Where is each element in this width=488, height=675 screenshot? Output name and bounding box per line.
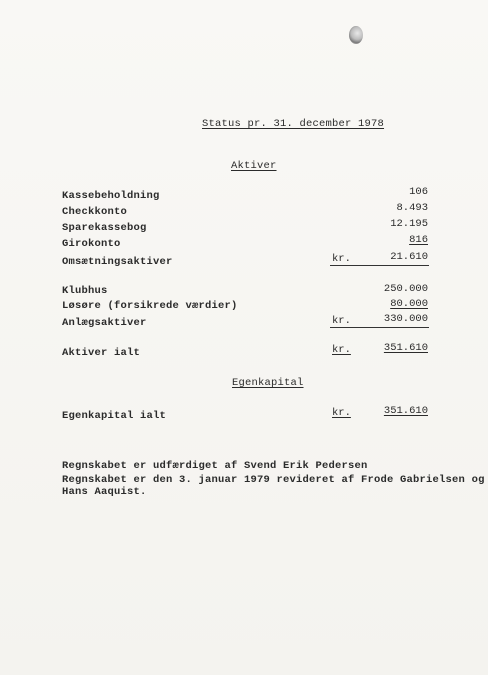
note-line-prepared-by: Regnskabet er udfærdiget af Svend Erik Pedersen xyxy=(62,460,368,472)
subtotal-value-omsaetningsaktiver: 21.610 xyxy=(390,251,428,263)
row-label-checkkonto: Checkkonto xyxy=(62,206,128,218)
row-value-sparekassebog: 12.195 xyxy=(390,218,428,230)
total-value-egenkapital-ialt: 351.610 xyxy=(383,405,428,417)
total-value-aktiver-ialt: 351.610 xyxy=(383,342,428,354)
section-heading-egenkapital: Egenkapital xyxy=(232,377,304,389)
currency-label: kr. xyxy=(332,253,351,265)
total-label-aktiver-ialt: Aktiver ialt xyxy=(62,347,141,359)
subtotal-rule xyxy=(330,327,429,328)
row-label-losore: Løsøre (forsikrede værdier) xyxy=(62,300,238,312)
subtotal-label-anlaegsaktiver: Anlægsaktiver xyxy=(62,317,147,329)
currency-label: kr. xyxy=(332,344,351,356)
subtotal-value-anlaegsaktiver: 330.000 xyxy=(383,313,428,325)
section-heading-aktiver: Aktiver xyxy=(231,160,277,172)
row-value-checkkonto: 8.493 xyxy=(396,202,428,214)
row-value-girokonto: 816 xyxy=(409,234,428,246)
subtotal-label-omsaetningsaktiver: Omsætningsaktiver xyxy=(62,256,173,268)
document-title: Status pr. 31. december 1978 xyxy=(202,118,385,130)
currency-label: kr. xyxy=(332,315,351,327)
note-line-auditor-name: Hans Aaquist. xyxy=(62,486,147,498)
punch-hole xyxy=(349,26,363,44)
currency-label: kr. xyxy=(332,407,351,419)
subtotal-rule xyxy=(330,265,429,266)
row-value-klubhus: 250.000 xyxy=(383,283,428,295)
total-label-egenkapital-ialt: Egenkapital ialt xyxy=(62,410,167,422)
row-value-losore: 80.000 xyxy=(390,298,428,310)
note-line-audited: Regnskabet er den 3. januar 1979 revideret af Frode Gabrielsen og xyxy=(62,474,485,486)
row-value-kassebeholdning: 106 xyxy=(409,186,428,198)
row-label-kassebeholdning: Kassebeholdning xyxy=(62,190,160,202)
row-label-girokonto: Girokonto xyxy=(62,238,121,250)
row-label-klubhus: Klubhus xyxy=(62,285,108,297)
row-label-sparekassebog: Sparekassebog xyxy=(62,222,147,234)
